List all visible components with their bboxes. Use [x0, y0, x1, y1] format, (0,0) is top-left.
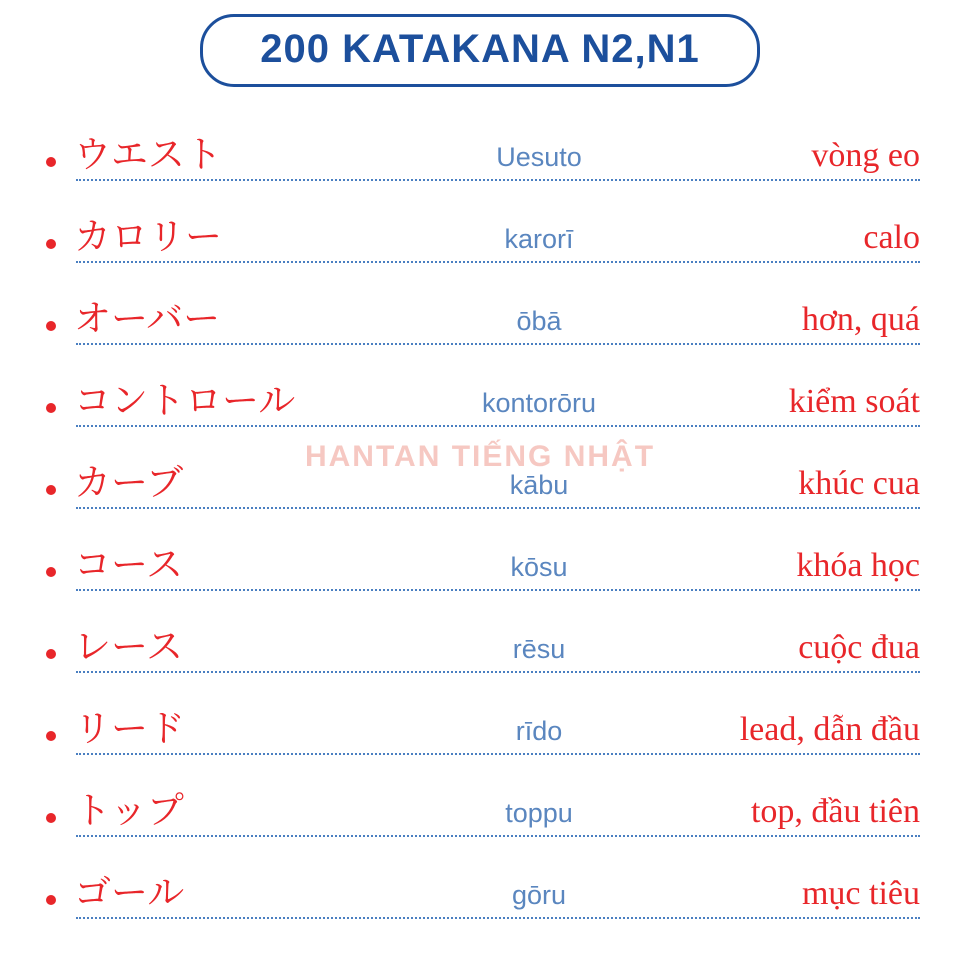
bullet-icon [38, 485, 64, 513]
vietnamese-meaning: khúc cua [798, 465, 920, 502]
katakana-word: ゴール [74, 871, 185, 914]
row-underline [76, 753, 920, 755]
row-underline [76, 589, 920, 591]
romaji-reading: karorī [504, 224, 574, 254]
katakana-word: オーバー [74, 297, 221, 340]
romaji-reading: kābu [509, 470, 569, 500]
katakana-word: リード [74, 707, 185, 750]
katakana-word: カロリー [74, 215, 222, 258]
watermark-text: HANTAN TIẾNG NHẬT [304, 440, 656, 473]
row-underline [76, 507, 920, 509]
romaji-reading: toppu [505, 798, 573, 828]
list-item [38, 103, 932, 185]
bullet-icon [38, 321, 64, 349]
row-underline [76, 425, 920, 427]
katakana-word: コース [74, 543, 184, 586]
katakana-word: トップ [74, 789, 184, 832]
list-item [38, 595, 932, 677]
list-item [38, 349, 932, 431]
title-box [200, 14, 760, 87]
bullet-icon [38, 649, 64, 677]
romaji-reading: rīdo [515, 716, 563, 746]
romaji-reading: gōru [511, 880, 567, 910]
romaji-reading: ōbā [516, 306, 562, 336]
katakana-word: ウエスト [74, 133, 222, 176]
list-item [38, 513, 932, 595]
bullet-icon [38, 403, 64, 431]
katakana-word: レース [74, 625, 184, 668]
vietnamese-meaning: calo [863, 219, 920, 256]
bullet-icon [38, 239, 64, 267]
romaji-reading: kontorōru [481, 388, 597, 418]
katakana-word: カーブ [74, 461, 184, 504]
vietnamese-meaning: lead, dẫn đầu [739, 711, 920, 748]
romaji-reading: rēsu [512, 634, 566, 664]
vietnamese-meaning: vòng eo [811, 137, 920, 174]
row-underline [76, 343, 920, 345]
list-item [38, 677, 932, 759]
row-underline [76, 261, 920, 263]
vietnamese-meaning: top, đầu tiên [750, 793, 920, 830]
vietnamese-meaning: kiểm soát [788, 383, 920, 420]
row-underline [76, 917, 920, 919]
list-item [38, 841, 932, 923]
bullet-icon [38, 157, 64, 185]
vocabulary-list [0, 103, 960, 923]
row-underline [76, 671, 920, 673]
page-title: 200 KATAKANA N2,N1 [260, 27, 700, 71]
bullet-icon [38, 731, 64, 759]
list-item [38, 759, 932, 841]
katakana-word: コントロール [74, 379, 296, 422]
bullet-icon [38, 895, 64, 923]
romaji-reading: Uesuto [496, 142, 582, 172]
bullet-icon [38, 567, 64, 595]
vietnamese-meaning: cuộc đua [798, 629, 920, 666]
list-item [38, 185, 932, 267]
vietnamese-meaning: mục tiêu [801, 875, 920, 912]
list-item [38, 431, 932, 513]
romaji-reading: kōsu [510, 552, 568, 582]
list-item [38, 267, 932, 349]
title-container [0, 0, 960, 87]
row-underline [76, 179, 920, 181]
vietnamese-meaning: hơn, quá [801, 301, 920, 338]
row-underline [76, 835, 920, 837]
bullet-icon [38, 813, 64, 841]
vietnamese-meaning: khóa học [796, 547, 920, 584]
